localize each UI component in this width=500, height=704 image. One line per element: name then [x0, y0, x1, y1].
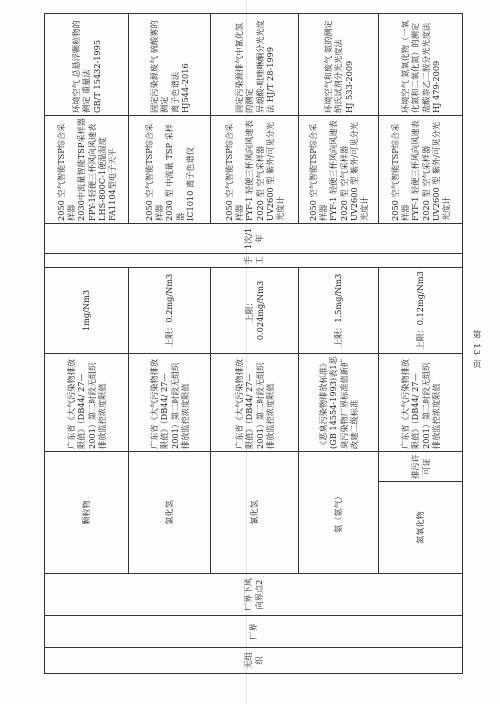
- method-cell: 环境空气和废气 氨的测定 纳氏试剂分光光度法 HJ 533-2009: [299, 13, 379, 115]
- standard-cell: 广东省《大气污染物排放限值》（DB44/ 27—2001）第二时段无组织排放监控浓度限值: [379, 353, 463, 451]
- standard-cell: 广东省《大气污染物排放限值》（DB44/ 27—2001）第二时段无组织排放监控浓度限值: [129, 353, 211, 451]
- standard-cell: 广东省《大气污染物排放限值》（DB44/ 27—2001）第二时段无组织排放监控浓度限值: [211, 353, 299, 451]
- point-type-cell: 无组织: [45, 648, 463, 674]
- basis-cell: 排污许可证: [379, 451, 463, 481]
- mode-cell: 手工: [45, 253, 463, 267]
- limit-cell: 上限：0.2mg/Nm3: [129, 267, 211, 353]
- pollutant-cell: 氰化氢: [211, 451, 299, 573]
- limit-cell: 上限：0.024mg/Nm3: [211, 267, 299, 353]
- method-cell: 环境空气 氮氧化物（一氧化氮和二氧化氮）的测定 盐酸萘乙二胺分光光度法 HJ 479-2009: [379, 13, 463, 115]
- limit-cell: 上限：1.5mg/Nm3: [299, 267, 379, 353]
- pollutant-cell: 氯化氢: [129, 451, 211, 573]
- monitoring-table: [44, 13, 463, 674]
- pollutant-cell: 氨（氨气）: [299, 451, 379, 573]
- limit-cell: 1mg/Nm3: [45, 267, 129, 353]
- equipment-cell: 2050 空气智能TSP综合采样器 FYF-1 轻便三杯风向风速表 2020 型 空气采样器 UV2600 型 紫外/可见分光光度计: [379, 115, 463, 223]
- equipment-cell: 2050 空气智能TSP综合采样器 2030中流量智能TSP采样器FPY-1轻便三杯风向风速表 LHS-800C-1便温湿度 FA1104型电子天平: [45, 115, 129, 223]
- equipment-cell: 2050 空气智能TSP综合采样器 FYF-1 轻便三杯风向风速表 2020 型 空气采样器 UV2600 型 紫外/可见分光光度计: [211, 115, 299, 223]
- page-number: 第 13 页: [471, 330, 481, 370]
- rotated-monitoring-table: [44, 14, 462, 674]
- table-row: [45, 13, 129, 673]
- standard-cell: 广东省《大气污染物排放限值》（DB44/ 27—2001）第二时段无组织排放监控浓度限值: [45, 353, 129, 451]
- method-cell: 环境空气 总悬浮颗粒物的测定 重量法 GB/T 15432-1995: [45, 13, 129, 115]
- limit-cell: 上限：0.12mg/Nm3: [379, 267, 463, 353]
- monitoring-point-cell: 厂界下风向界点2: [45, 574, 463, 616]
- equipment-cell: 2050 空气智能TSP综合采样器 FYF-1 轻便三杯风向风速表 2020 型 空气采样器 UV2600 型 紫外/可见分光光度计: [299, 115, 379, 223]
- frequency-cell: 1次/1年: [45, 223, 463, 253]
- pollutant-cell: 氮氧化物: [379, 482, 463, 574]
- equipment-cell: 2050 空气智能TSP综合采样器 2030 型 中流量 TSP 采样器 IC1010 离子色谱仪: [129, 115, 211, 223]
- location-cell: 厂界: [45, 616, 463, 648]
- standard-cell: 《恶臭污染物排放标准》(GB 14554-1993)表1恶臭污染物厂界标准值新扩改建二级标准: [299, 353, 379, 451]
- method-cell: 固定污染源废气 硫酸雾的测定 离子色谱法 HJ544-2016: [129, 13, 211, 115]
- pollutant-cell: 颗粒物: [45, 451, 129, 573]
- method-cell: 固定污染源排气中氰化氢的测定 异烟酸-吡唑啉酮分光光度法 HJ/T 28-1999: [211, 13, 299, 115]
